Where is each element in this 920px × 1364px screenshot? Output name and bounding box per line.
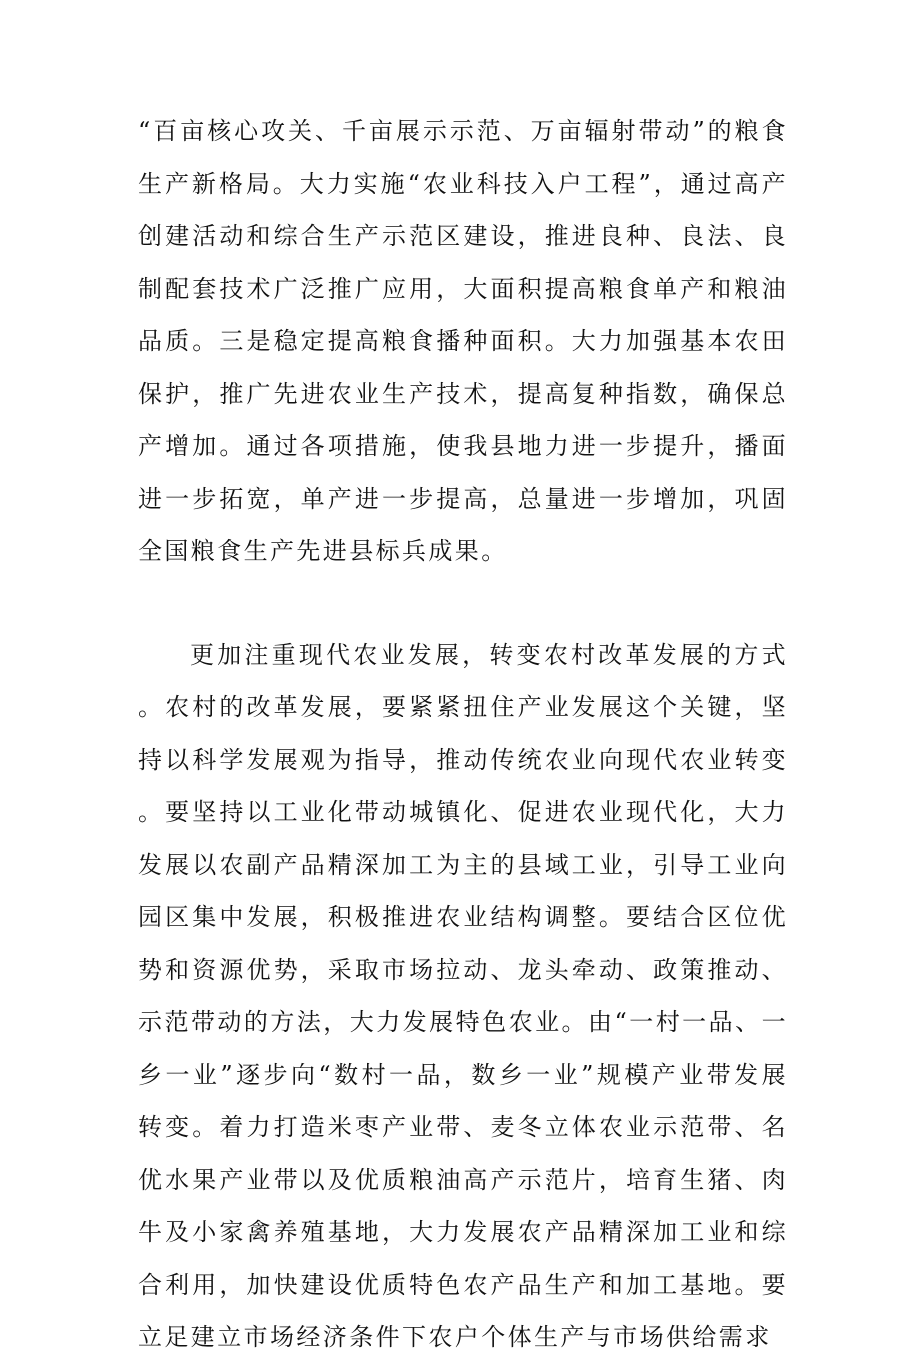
paragraph-spacer: [138, 578, 788, 629]
body-paragraph-1: “百亩核心攻关、千亩展示示范、万亩辐射带动”的粮食生产新格局。大力实施“农业科技入户工程”，通过高产创建活动和综合生产示范区建设，推进良种、良法、良制配套技术广泛推广应用，大面积提高粮食单产和粮油品质。三是稳定提高粮食播种面积。大力加强基本农田保护，推广先进农业生产技术，提高复种指数，确保总产增加。通过各项措施，使我县地力进一步提升，播面进一步拓宽，单产进一步提高，总量进一步增加，巩固全国粮食生产先进县标兵成果。: [138, 117, 788, 565]
body-paragraph-2: 更加注重现代农业发展，转变农村改革发展的方式。农村的改革发展，要紧紧扭住产业发展这个关键，坚持以科学发展观为指导，推动传统农业向现代农业转变。要坚持以工业化带动城镇化、促进农业现代化，大力发展以农副产品精深加工为主的县域工业，引导工业向园区集中发展，积极推进农业结构调整。要结合区位优势和资源优势，采取市场拉动、龙头牵动、政策推动、示范带动的方法，大力发展特色农业。由“一村一品、一乡一业”逐步向“数村一品，数乡一业”规模产业带发展转变。着力打造米枣产业带、麦冬立体农业示范带、名优水果产业带以及优质粮油高产示范片，培育生猪、肉牛及小家禽养殖基地，大力发展农产品精深加工业和综合利用，加快建设优质特色农产品生产和加工基地。要立足建立市场经济条件下农户个体生产与市场供给需求: [138, 640, 788, 1351]
document-page: [138, 105, 788, 1364]
